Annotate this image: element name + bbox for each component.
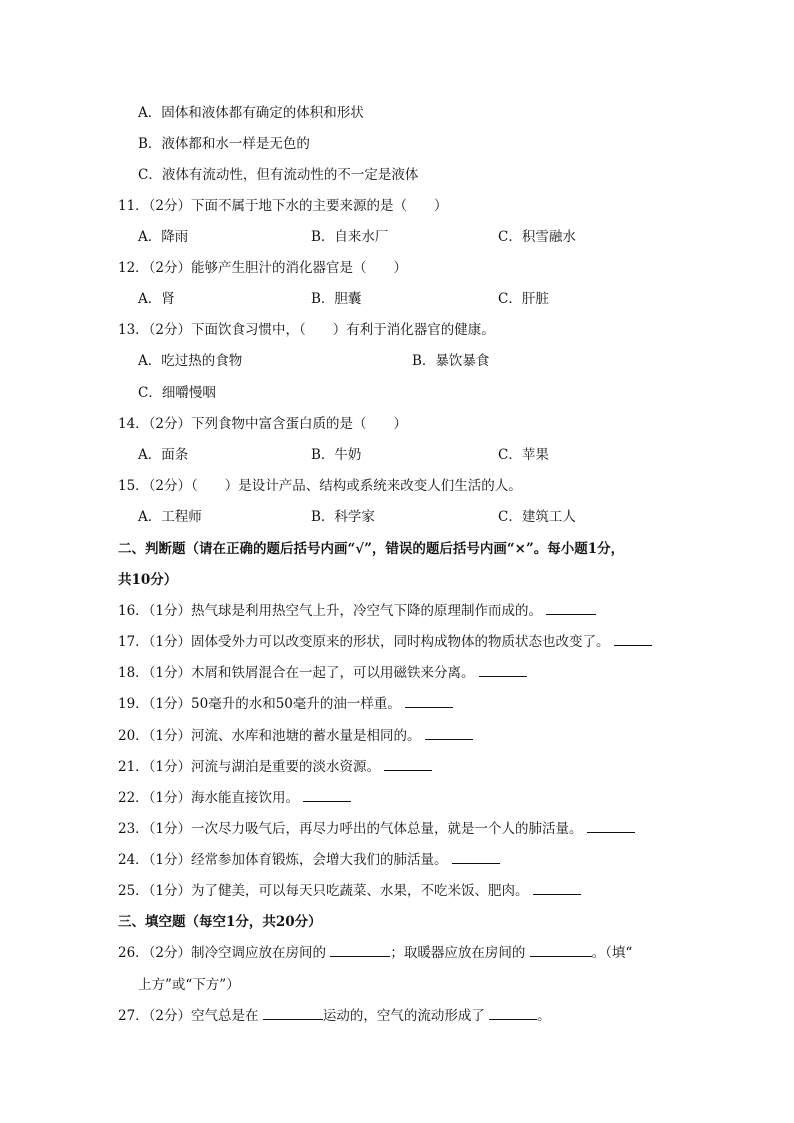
q12-option-a: A．肾 xyxy=(138,291,175,307)
q11-stem: 11．（2分）下面不属于地下水的主要来源的是（ ） xyxy=(118,198,448,214)
judge-q24-text: 24．（1分）经常参加体育锻炼，会增大我们的肺活量。 xyxy=(118,852,448,868)
answer-blank[interactable] xyxy=(479,664,527,677)
q10-option-c: C．液体有流动性，但有流动性的不一定是液体 xyxy=(138,167,419,183)
q15-option-b: B．科学家 xyxy=(311,509,375,525)
answer-blank[interactable] xyxy=(489,1007,537,1020)
judge-q21 xyxy=(118,758,432,776)
q14-stem: 14．（2分）下列食物中富含蛋白质的是（ ） xyxy=(118,416,408,432)
fill-q27 xyxy=(118,1007,551,1025)
judge-q24 xyxy=(118,851,500,869)
q27-text-3: 。 xyxy=(537,1008,551,1024)
q14-option-a: A．面条 xyxy=(138,447,189,463)
judge-q18 xyxy=(118,664,527,682)
judge-q17 xyxy=(118,633,652,651)
answer-blank[interactable] xyxy=(425,727,473,740)
q13-option-c: C．细嚼慢咽 xyxy=(138,385,216,401)
q13-stem: 13．（2分）下面饮食习惯中，（ ）有利于消化器官的健康。 xyxy=(118,322,495,338)
judge-q19-text: 19．（1分）50毫升的水和50毫升的油一样重。 xyxy=(118,696,401,712)
q12-option-c: C．肝脏 xyxy=(498,291,549,307)
q12-stem: 12．（2分）能够产生胆汁的消化器官是（ ） xyxy=(118,260,408,276)
judge-q22 xyxy=(118,789,351,807)
answer-blank[interactable] xyxy=(533,882,581,895)
q26-text-2: ；取暖器应放在房间的 xyxy=(390,945,526,961)
judge-q17-text: 17．（1分）固体受外力可以改变原来的形状，同时构成物体的物质状态也改变了。 xyxy=(118,634,610,650)
judge-q21-text: 21．（1分）河流与湖泊是重要的淡水资源。 xyxy=(118,759,381,775)
answer-blank[interactable] xyxy=(546,602,596,615)
section-3-heading: 三、填空题（每空1分，共20分） xyxy=(118,914,322,930)
answer-blank[interactable] xyxy=(384,758,432,771)
judge-q20-text: 20．（1分）河流、水库和池塘的蓄水量是相同的。 xyxy=(118,728,421,744)
q12-option-b: B．胆囊 xyxy=(311,291,362,307)
q15-option-a: A．工程师 xyxy=(138,509,202,525)
q11-option-c: C．积雪融水 xyxy=(498,229,576,245)
judge-q20 xyxy=(118,727,473,745)
q26-text-3: 。（填“ xyxy=(591,945,633,961)
q13-option-a: A．吃过热的食物 xyxy=(138,353,243,369)
q10-option-b: B．液体都和水一样是无色的 xyxy=(138,136,310,152)
q26-text-1: 26．（2分）制冷空调应放在房间的 xyxy=(118,945,327,961)
q15-option-c: C．建筑工人 xyxy=(498,509,576,525)
answer-blank[interactable] xyxy=(303,789,351,802)
answer-blank[interactable] xyxy=(452,851,500,864)
q27-text-2: 运动的，空气的流动形成了 xyxy=(322,1008,485,1024)
q10-option-a: A．固体和液体都有确定的体积和形状 xyxy=(138,105,364,121)
q14-option-c: C．苹果 xyxy=(498,447,549,463)
fill-q26 xyxy=(118,944,632,962)
judge-q19 xyxy=(118,695,453,713)
answer-blank[interactable] xyxy=(263,1007,323,1020)
answer-blank[interactable] xyxy=(614,633,652,646)
judge-q16-text: 16．（1分）热气球是利用热空气上升，冷空气下降的原理制作而成的。 xyxy=(118,603,543,619)
judge-q23-text: 23．（1分）一次尽力吸气后，再尽力呼出的气体总量，就是一个人的肺活量。 xyxy=(118,821,583,837)
section-2-heading: 二、判断题（请在正确的题后括号内画“√”，错误的题后括号内画“×”。每小题1分， xyxy=(118,541,625,557)
judge-q18-text: 18．（1分）木屑和铁屑混合在一起了，可以用磁铁来分离。 xyxy=(118,665,475,681)
q13-option-b: B．暴饮暴食 xyxy=(412,353,490,369)
q27-text-1: 27．（2分）空气总是在 xyxy=(118,1008,259,1024)
fill-q26-cont: 上方”或“下方”） xyxy=(138,977,240,993)
judge-q25 xyxy=(118,882,581,900)
answer-blank[interactable] xyxy=(405,695,453,708)
q14-option-b: B．牛奶 xyxy=(311,447,362,463)
judge-q16 xyxy=(118,602,596,620)
answer-blank[interactable] xyxy=(587,820,635,833)
answer-blank[interactable] xyxy=(330,944,390,957)
q15-stem: 15．（2分）（ ）是设计产品、结构或系统来改变人们生活的人。 xyxy=(118,478,522,494)
answer-blank[interactable] xyxy=(530,944,592,957)
q11-option-a: A．降雨 xyxy=(138,229,189,245)
judge-q23 xyxy=(118,820,635,838)
section-2-heading-cont: 共10分） xyxy=(118,572,178,588)
judge-q22-text: 22．（1分）海水能直接饮用。 xyxy=(118,790,300,806)
judge-q25-text: 25．（1分）为了健美，可以每天只吃蔬菜、水果，不吃米饭、肥肉。 xyxy=(118,883,529,899)
q11-option-b: B．自来水厂 xyxy=(311,229,389,245)
